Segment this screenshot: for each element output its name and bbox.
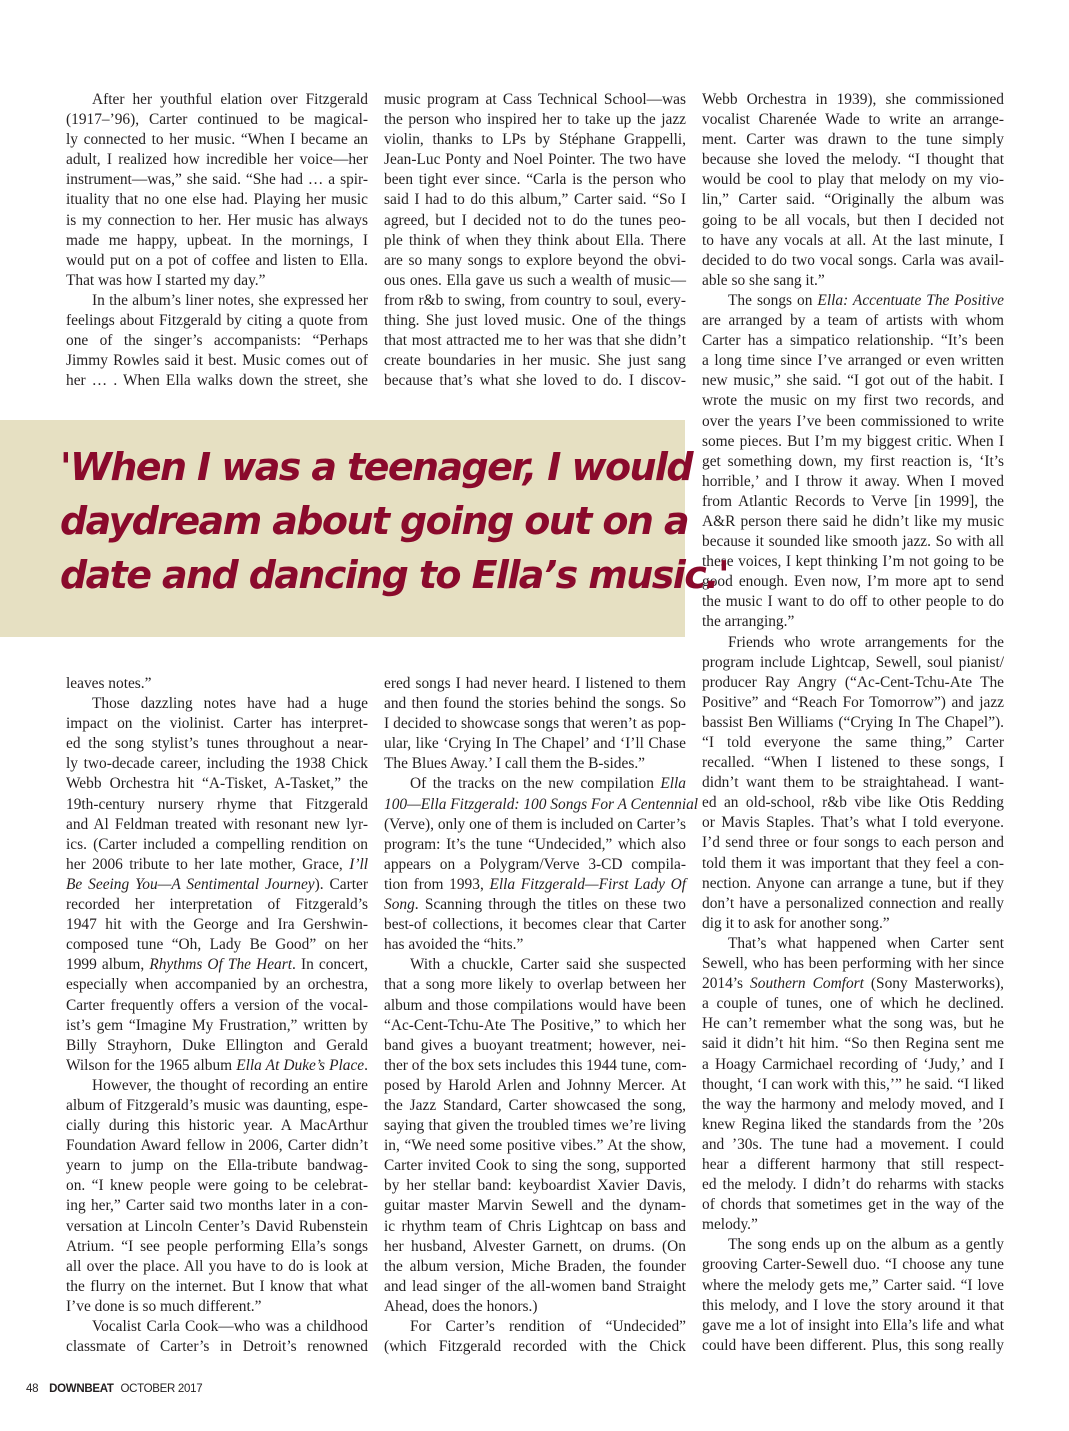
article-column-2-top xyxy=(384,90,686,391)
text-line: made me happy, upbeat. In the mornings, I xyxy=(66,231,368,249)
text-line: yearn to jump on the Ella-tribute bandwag- xyxy=(66,1157,368,1175)
text-line: are arranged by a team of artists with whom xyxy=(702,312,1004,330)
text-line: Foundation Award fellow in 2006, Carter didn’t xyxy=(66,1137,368,1155)
text-line: Jimmy Rowles said it best. Music comes out of xyxy=(66,352,368,370)
text-line: the way the harmony and melody moved, and I xyxy=(702,1095,1004,1113)
text-line: the Jazz Standard, Carter showcased the song, xyxy=(384,1096,686,1114)
pull-quote-text xyxy=(60,440,728,602)
page-footer xyxy=(26,1383,202,1395)
text-line: album and those compilations would have been xyxy=(384,996,686,1014)
text-line: that most attracted me to her was that she didn’t xyxy=(384,332,686,350)
text-line: I’ve done is so much different.” xyxy=(66,1297,262,1315)
text-line: wrote the music on my first two records, and xyxy=(702,392,1004,410)
text-line: or Mavis Staples. That’s what I told everyone. xyxy=(702,814,1004,832)
text-line: Wilson for the 1965 album Ella At Duke’s Place. xyxy=(66,1056,368,1074)
text-line: I’d send three or four songs to each person and xyxy=(702,834,1004,852)
text-line: Vocalist Carla Cook—who was a childhood xyxy=(92,1318,368,1335)
text-line: leaves notes.” xyxy=(66,675,152,692)
text-line: I decided to showcase songs that weren’t as pop- xyxy=(384,715,686,733)
text-line: ics. (Carter included a compelling rendition on xyxy=(66,835,368,853)
text-line: and Al Feldman treated with resonant new lyr- xyxy=(66,815,368,833)
text-line: A&R person there said he didn’t like my music xyxy=(702,512,1004,530)
text-line: Sewell, who has been performing with her since xyxy=(702,955,1004,973)
text-line: ple think of when they think about Ella. There xyxy=(384,231,686,249)
text-line: a couple of tunes, one of which he declined. xyxy=(702,995,1004,1013)
text-line: because it sounded like smooth jazz. So with all xyxy=(702,533,1004,551)
text-line: Webb Orchestra hit “A-Tisket, A-Tasket,” the xyxy=(66,775,368,793)
text-line: don’t have a personalized connection and really xyxy=(702,894,1004,912)
text-line: said it didn’t hit him. “So then Regina sent me xyxy=(702,1035,1004,1053)
text-line: especially when accompanied by an orchestra, xyxy=(66,976,368,994)
text-line: thought, ‘I can work with this,’” he said. “I liked xyxy=(702,1075,1004,1093)
text-line: would put on a pot of coffee and listen to Ella. xyxy=(66,251,368,269)
text-line: Carter has a simpatico relationship. “It’s been xyxy=(702,332,1004,350)
text-line: That’s what happened when Carter sent xyxy=(728,934,1004,952)
text-line: didn’t want them to be straightahead. I want- xyxy=(702,774,1004,792)
text-line: decided to do two vocal songs. Carla was avail- xyxy=(702,251,1004,269)
text-line: program: It’s the tune “Undecided,” which also xyxy=(384,835,686,853)
article-column-1-top xyxy=(66,90,368,391)
text-line: With a chuckle, Carter said she suspected xyxy=(410,956,686,974)
text-line: After her youthful elation over Fitzgerald xyxy=(92,91,368,108)
text-line: ther of the box sets includes this 1944 tune, com- xyxy=(384,1056,687,1074)
text-line: program include Lightcap, Sewell, soul pianist/ xyxy=(702,653,1004,671)
text-line: 1947 hit with the George and Ira Gershwin- xyxy=(66,916,368,934)
text-line: a Hoagy Carmichael recording of ‘Judy,’ and I xyxy=(702,1055,1004,1073)
text-line: Atrium. “I see people performing Ella’s songs xyxy=(66,1237,368,1255)
text-line: Carter invited Cook to sing the song, supported xyxy=(384,1157,686,1175)
text-line: the album version, Miche Braden, the founder xyxy=(384,1257,686,1275)
text-line: feelings about Fitzgerald by citing a quote from xyxy=(66,312,368,330)
text-line: Positive” and “Reach For Tomorrow”) and jazz xyxy=(702,693,1004,711)
text-line: the music I want to do off to other people to do xyxy=(702,593,1004,611)
text-line: ered songs I had never heard. I listened to them xyxy=(384,675,686,692)
text-line: ist’s gem “Imagine My Frustration,” written by xyxy=(66,1016,368,1034)
text-line: told them it was important that they feel a con- xyxy=(702,854,1004,872)
text-line: Billy Strayhorn, Duke Ellington and Gerald xyxy=(66,1036,368,1054)
text-line: in, “We need some positive vibes.” At the show, xyxy=(384,1137,686,1155)
text-line: on. “I knew people were going to be celebrat- xyxy=(66,1177,368,1195)
text-line: bassist Ben Williams (“Crying In The Chapel”). xyxy=(702,713,1004,731)
text-line: the person who inspired her to take up the jazz xyxy=(384,111,686,129)
text-line: are so many songs to explore beyond the obvi- xyxy=(384,251,686,269)
text-line: adult, I realized how incredible her voice—her xyxy=(66,151,368,169)
text-line: ous ones. Ella gave us such a wealth of music— xyxy=(384,271,686,289)
text-line: ly two-decade career, including the 1938 Chick xyxy=(66,755,368,773)
text-line: recorded her interpretation of Fitzgerald’s xyxy=(66,896,368,914)
text-line: a long time since I’ve arranged or even written xyxy=(702,352,1004,370)
text-line: said I had to do this album,” Carter said. “So I xyxy=(384,191,686,209)
text-line: the arranging.” xyxy=(702,613,795,631)
text-line: 19th-century nursery rhyme that Fitzgerald xyxy=(66,795,368,813)
text-line: where the melody gets me,” Carter said. “I love xyxy=(702,1276,1004,1294)
text-line: her husband, Alvester Garnett, on drums. (On xyxy=(384,1237,686,1255)
text-line: knew Regina liked the standards from the ’20s xyxy=(702,1115,1004,1133)
text-line: her 2006 tribute to her late mother, Grace, I’ll xyxy=(66,855,368,873)
pull-quote-line: daydream about going out on a xyxy=(60,499,689,543)
text-line: because she loved the melody. “I thought that xyxy=(702,151,1004,169)
text-line: instrument—was,” she said. “She had … a spir- xyxy=(66,171,368,189)
text-line: from r&b to swing, from country to soul, every- xyxy=(384,291,686,309)
text-line: impact on the violinist. Carter has interpret- xyxy=(66,715,368,733)
text-line: band gives a buoyant treatment; however, nei- xyxy=(384,1036,686,1054)
text-line: good enough. Even now, I’m more apt to send xyxy=(702,573,1004,591)
text-line: could have been different. Plus, this song really xyxy=(702,1336,1004,1354)
text-line: However, the thought of recording an entire xyxy=(92,1076,368,1094)
text-line: The songs on Ella: Accentuate The Positive xyxy=(728,291,1004,309)
text-line: Carter frequently offers a version of the vocal- xyxy=(66,996,368,1014)
text-line: Be Seeing You—A Sentimental Journey). Carter xyxy=(66,875,368,893)
text-line: get something down, my first reaction is, ‘It’s xyxy=(702,452,1004,470)
text-line: (Verve), only one of them is included on Carter’s xyxy=(384,815,686,833)
text-line: 100—Ella Fitzgerald: 100 Songs For A Centennial xyxy=(384,795,699,813)
text-line: thing. She just loved music. One of the things xyxy=(384,312,686,330)
issue-date: OCTOBER 2017 xyxy=(120,1383,203,1395)
text-line: He can’t remember what the song was, but he xyxy=(702,1015,1004,1033)
text-line: versation at Lincoln Center’s David Rubenstein xyxy=(66,1217,368,1235)
text-line: “I told everyone the same thing,” Carter xyxy=(702,734,1004,751)
text-line: cially during this historic year. A MacArthur xyxy=(66,1117,368,1135)
text-line: and then found the stories behind the songs. So xyxy=(384,695,686,713)
text-line: melody.” xyxy=(702,1216,758,1234)
text-line: ituality that no one else had. Playing her music xyxy=(66,191,368,209)
article-column-1-bottom xyxy=(66,674,368,1357)
text-line: going to be all vocals, but then I decided not xyxy=(702,211,1004,229)
text-line: composed tune “Oh, Lady Be Good” on her xyxy=(66,936,368,954)
page-number: 48 xyxy=(26,1383,39,1395)
text-line: producer Ray Angry (“Ac-Cent-Tchu-Ate The xyxy=(702,673,1004,691)
text-line: grooving Carter-Sewell duo. “I choose any tune xyxy=(702,1256,1004,1274)
text-line: (which Fitzgerald recorded with the Chick xyxy=(384,1338,686,1356)
text-line: these voices, I kept thinking I’m not going to be xyxy=(702,553,1004,571)
article-column-3 xyxy=(702,90,1004,1356)
text-line: Friends who wrote arrangements for the xyxy=(728,633,1004,651)
text-line: music program at Cass Technical School—was xyxy=(384,91,686,108)
text-line: That was how I started my day.” xyxy=(66,271,266,289)
text-line: 2014’s Southern Comfort (Sony Masterworks), xyxy=(702,975,1004,993)
text-line: would be cool to play that melody on my vio- xyxy=(702,171,1004,189)
text-line: is my connection to her. Her music has always xyxy=(66,211,368,229)
text-line: “Ac-Cent-Tchu-Ate The Positive,” to which her xyxy=(384,1016,686,1034)
text-line: and lead singer of the all-women band Straight xyxy=(384,1277,686,1295)
text-line: ing her,” Carter said two months later in a con- xyxy=(66,1197,368,1215)
text-line: lin,” Carter said. “Originally the album was xyxy=(702,191,1004,209)
text-line: violin, thanks to LPs by Stéphane Grappelli, xyxy=(384,131,686,149)
text-line: able so she sang it.” xyxy=(702,271,825,289)
text-line: In the album’s liner notes, she expressed her xyxy=(92,291,368,309)
text-line: ic rhythm team of Chris Lightcap on bass and xyxy=(384,1217,686,1235)
text-line: ed an old-school, r&b vibe like Otis Redding xyxy=(702,794,1004,812)
text-line: album of Fitzgerald’s music was daunting, espe- xyxy=(66,1096,368,1114)
text-line: dig it to ask for another song.” xyxy=(702,914,890,932)
text-line: because that’s what she loved to do. I discov- xyxy=(384,372,686,390)
publication-name: DOWNBEAT xyxy=(49,1383,114,1395)
text-line: from Atlantic Records to Verve [in 1999], the xyxy=(702,492,1004,510)
text-line: all over the place. All you have to do is look at xyxy=(66,1257,368,1275)
text-line: For Carter’s rendition of “Undecided” xyxy=(410,1318,686,1335)
text-line: ular, like ‘Crying In The Chapel’ and ‘I’ll Chase xyxy=(384,735,686,753)
text-line: classmate of Carter’s in Detroit’s renowned xyxy=(66,1338,368,1356)
text-line: ed the melody. I didn’t do reharms with stacks xyxy=(702,1176,1004,1194)
text-line: agreed, but I decided not to do the tunes peo- xyxy=(384,211,686,229)
text-line: The Blues Away.’ I call them the B-sides.” xyxy=(384,755,646,773)
text-line: has avoided the “hits.” xyxy=(384,936,524,954)
text-line: ment. Carter was drawn to the tune simply xyxy=(702,131,1004,149)
text-line: new music,” she said. “I got out of the habit. I xyxy=(702,372,1004,390)
text-line: ly connected to her music. “When I became an xyxy=(66,131,368,149)
pull-quote-box xyxy=(0,420,728,637)
article-column-2-bottom xyxy=(384,674,699,1357)
text-line: recalled. “When I listened to these songs, I xyxy=(702,754,1004,772)
text-line: Ahead, does the honors.) xyxy=(384,1297,538,1315)
text-line: saying that given the troubled times we’re living xyxy=(384,1117,686,1135)
text-line: her … . When Ella walks down the street, she xyxy=(66,372,368,390)
text-line: Webb Orchestra in 1939), she commissioned xyxy=(702,91,1004,108)
text-line: ed the song stylist’s tunes throughout a near- xyxy=(66,735,368,753)
text-line: The song ends up on the album as a gently xyxy=(728,1236,1004,1254)
text-line: one of the singer’s accompanists: “Perhaps xyxy=(66,332,368,350)
text-line: 1999 album, Rhythms Of The Heart. In concert, xyxy=(66,956,369,974)
text-line: horrible,’ and I throw it away. When I moved xyxy=(702,472,1004,490)
text-line: Song. Scanning through the titles on these two xyxy=(384,896,686,914)
text-line: guitar master Marvin Sewell and the dynam- xyxy=(384,1197,686,1215)
pull-quote-line: 'When I was a teenager, I would xyxy=(60,445,692,489)
text-line: to have any vocals at all. At the last minute, I xyxy=(702,231,1004,249)
text-line: best-of collections, it becomes clear that Carter xyxy=(384,916,686,934)
text-line: posed by Harold Arlen and Johnny Mercer. At xyxy=(384,1076,686,1094)
text-line: Those dazzling notes have had a huge xyxy=(92,695,368,713)
text-line: of chords that sometimes get in the way of the xyxy=(702,1196,1004,1214)
text-line: vocalist Charenée Wade to write an arrange- xyxy=(702,111,1004,129)
text-line: the flurry on the internet. But I know that what xyxy=(66,1277,368,1295)
text-line: hear a different harmony that still respect- xyxy=(702,1155,1004,1173)
text-line: tion from 1993, Ella Fitzgerald—First Lady Of xyxy=(384,875,686,893)
text-line: some pieces. But I’m my biggest critic. When I xyxy=(702,432,1004,450)
text-line: Jean-Luc Ponty and Noel Pointer. The two have xyxy=(384,151,686,169)
text-line: that a song more likely to overlap between her xyxy=(384,976,686,994)
text-line: this melody, and I love the story around it that xyxy=(702,1296,1004,1314)
text-line: appears on a Polygram/Verve 3-CD compila- xyxy=(384,855,686,873)
text-line: and ’30s. The tune had a movement. I could xyxy=(702,1135,1004,1153)
text-line: gave me a lot of insight into Ella’s life and what xyxy=(702,1316,1004,1334)
text-line: (1917–’96), Carter continued to be magical- xyxy=(66,111,368,129)
pull-quote-line: date and dancing to Ella’s music.' xyxy=(60,553,728,597)
text-line: been tight ever since. “Carla is the person who xyxy=(384,171,686,189)
text-line: Of the tracks on the new compilation Ella xyxy=(410,775,686,793)
text-line: nection. Anyone can arrange a tune, but if they xyxy=(702,874,1004,892)
text-line: over the years I’ve been commissioned to write xyxy=(702,412,1004,430)
text-line: by her stellar band: keyboardist Xavier Davis, xyxy=(384,1177,686,1195)
text-line: create boundaries in her music. She just sang xyxy=(384,352,686,370)
